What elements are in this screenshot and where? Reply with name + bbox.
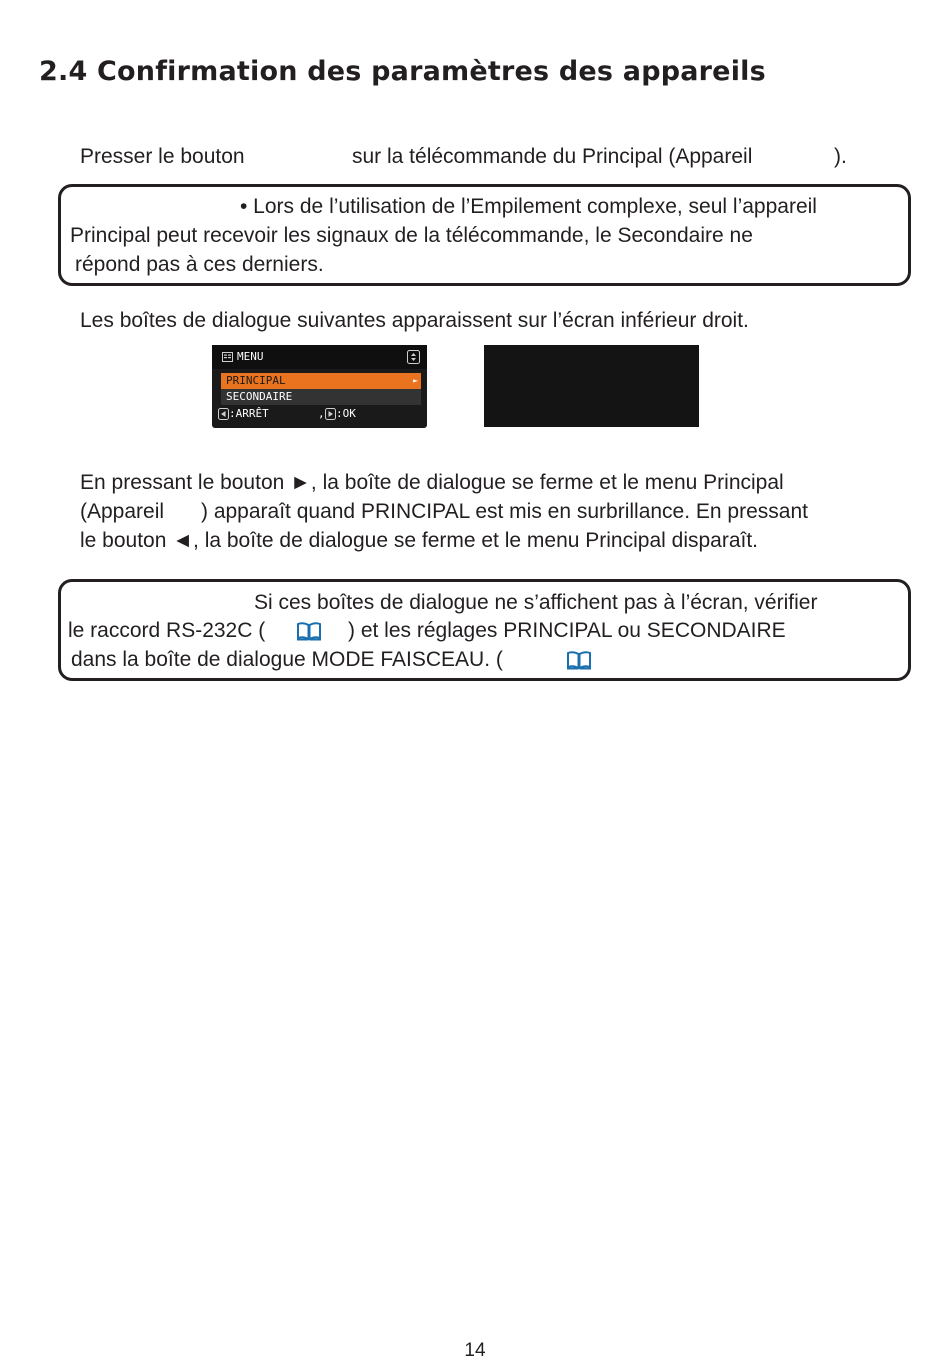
section-heading: 2.4 Confirmation des paramètres des appareils <box>39 56 766 87</box>
step-1-text-end: sur la télécommande du Principal (Appareil <box>352 145 753 168</box>
step-1-closing: ). <box>834 145 847 168</box>
note-2-line-2-end: ) et les réglages PRINCIPAL ou SECONDAIRE <box>348 619 786 642</box>
dialog-footer-ok: :OK <box>336 407 356 420</box>
right-button-icon <box>325 408 336 420</box>
note-1-line-3: répond pas à ces derniers. <box>75 253 324 276</box>
step-3-line-2-end: ) apparaît quand PRINCIPAL est mis en surbrillance. En pressant <box>201 500 808 523</box>
page-number: 14 <box>464 1340 486 1361</box>
dialog-footer-separator: , <box>318 407 325 420</box>
step-2-text: Les boîtes de dialogue suivantes apparaissent sur l’écran inférieur droit. <box>80 309 749 332</box>
menu-icon <box>222 352 233 362</box>
menu-item-arrow-right-icon: ► <box>413 376 418 385</box>
menu-dialog-title: MENU <box>237 350 264 363</box>
scroll-updown-icon <box>407 350 420 364</box>
secondary-screen <box>484 345 699 427</box>
manual-reference-icon <box>296 621 322 641</box>
left-button-icon <box>218 408 229 420</box>
note-1-line-1: • Lors de l’utilisation de l’Empilement complexe, seul l’appareil <box>240 195 817 218</box>
note-2-line-2-start: le raccord RS-232C ( <box>68 619 266 642</box>
dialog-footer-off: :ARRÊT <box>229 407 269 420</box>
step-3-line-3: le bouton ◄, la boîte de dialogue se ferme et le menu Principal disparaît. <box>80 529 759 552</box>
menu-dialog <box>212 345 427 428</box>
menu-item-secondaire[interactable] <box>221 389 421 405</box>
note-1-line-2: Principal peut recevoir les signaux de la télécommande, le Secondaire ne <box>70 224 753 247</box>
step-3-line-1: En pressant le bouton ►, la boîte de dialogue se ferme et le menu Principal <box>80 471 784 494</box>
manual-reference-icon <box>566 650 592 670</box>
menu-item-principal-label: PRINCIPAL <box>226 374 286 387</box>
note-2-line-3: dans la boîte de dialogue MODE FAISCEAU. ( <box>71 648 503 671</box>
note-2-line-1: Si ces boîtes de dialogue ne s’affichent pas à l’écran, vérifier <box>254 591 818 614</box>
menu-item-secondaire-label: SECONDAIRE <box>226 390 293 403</box>
step-3-line-2-start: (Appareil <box>80 500 165 523</box>
step-1-text-start: Presser le bouton <box>80 145 245 168</box>
menu-item-principal[interactable] <box>221 373 421 389</box>
